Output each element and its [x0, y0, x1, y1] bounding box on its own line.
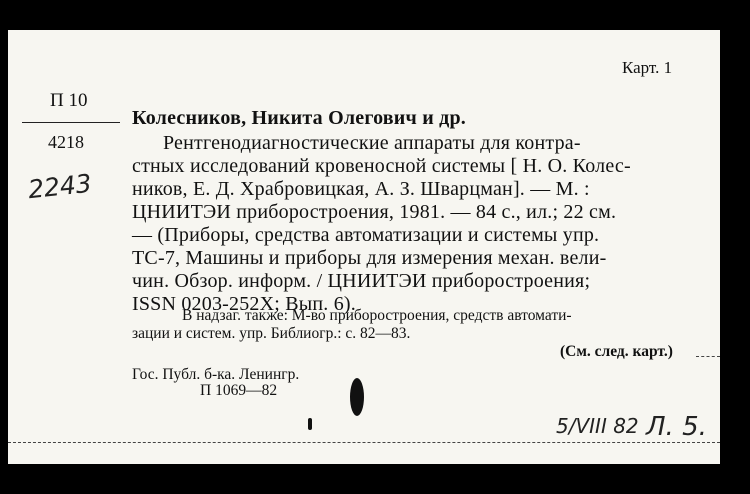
continuation-rule — [696, 356, 720, 357]
body-line-8: ISSN 0203-252X; Вып. 6). — [132, 293, 356, 315]
body-line-4: ЦНИИТЭИ приборостроения, 1981. — 84 с., ил.; 22 см. — [132, 201, 617, 223]
ink-mark — [308, 418, 312, 430]
catalog-card — [8, 30, 720, 464]
handwritten-date: 5/VIII 82 — [556, 414, 639, 438]
body-line-5: — (Приборы, средства автоматизации и системы упр. — [132, 224, 600, 246]
body-line-2: стных исследований кровеносной системы [ Н. О. Колес- — [132, 155, 631, 177]
shelf-mark: П 10 — [50, 90, 88, 111]
author-heading: Колесников, Никита Олегович и др. — [132, 107, 466, 129]
handwritten-number: 2243 — [26, 168, 93, 205]
body-line-7: чин. Обзор. информ. / ЦНИИТЭИ приборостроения; — [132, 270, 591, 292]
library-line-1: Гос. Публ. б-ка. Ленингр. — [132, 366, 300, 383]
card-bottom-rule — [8, 442, 720, 443]
note-line-2: зации и систем. упр. Библиогр.: с. 82—83. — [132, 325, 411, 342]
continuation-note: (См. след. карт.) — [560, 343, 673, 360]
shelf-mark-divider — [22, 122, 120, 123]
body-line-1: Рентгенодиагностические аппараты для контра- — [163, 132, 581, 154]
body-line-6: ТС-7, Машины и приборы для измерения механ. вели- — [132, 247, 607, 269]
note-line-1: В надзаг. также: М-во приборостроения, средств автомати- — [182, 307, 572, 324]
accession-number: 4218 — [48, 132, 84, 152]
handwritten-initials: Л. 5. — [646, 412, 707, 442]
ink-blot — [350, 378, 364, 416]
body-line-3: ников, Е. Д. Храбровицкая, А. З. Шварцман]. — М. : — [132, 178, 590, 200]
card-number: Карт. 1 — [622, 58, 673, 77]
library-line-2: П 1069—82 — [200, 382, 278, 399]
